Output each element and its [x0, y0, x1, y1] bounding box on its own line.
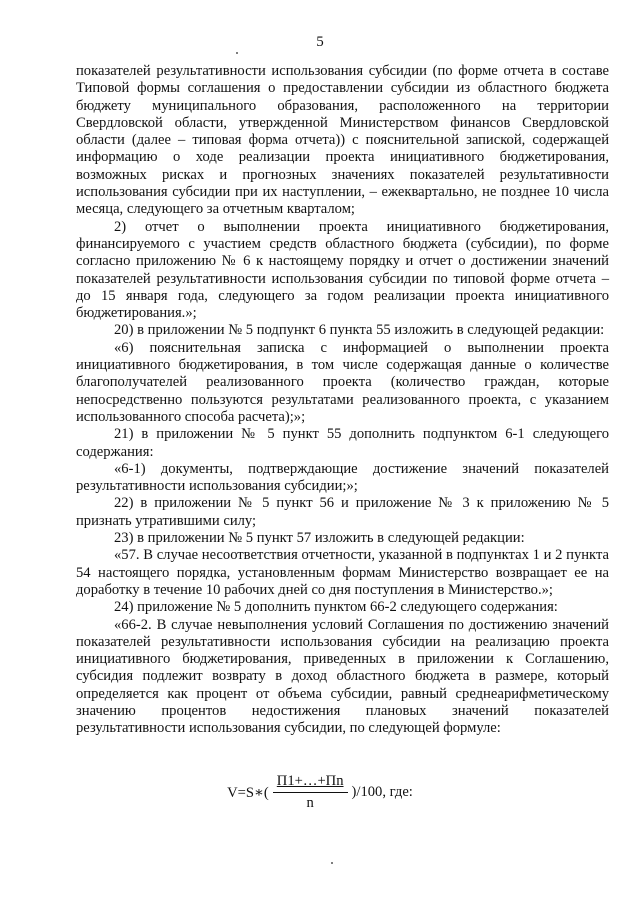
- formula-fraction: [273, 773, 348, 812]
- formula-numerator: П1+…+Пn: [273, 773, 348, 793]
- paragraph: «57. В случае несоответствия отчетности, указанной в подпунктах 1 и 2 пункта 54 настоящего порядка, установленным формам Министерство возвращает ее на доработку в течение 10 рабочих дней со дня поступления в Министерство.»;: [76, 547, 609, 598]
- scan-speck: [331, 862, 333, 864]
- formula: [0, 773, 640, 812]
- formula-denominator: n: [306, 795, 314, 811]
- paragraph: 22) в приложении № 5 пункт 56 и приложение № 3 к приложению № 5 признать утратившими силу;: [76, 495, 609, 529]
- paragraph: 2) отчет о выполнении проекта инициативного бюджетирования, финансируемого с участием средств областного бюджета (субсидии), по форме согласно приложению № 6 к настоящему порядку и отчет о достижении значений показателей результативности использования субсидии по типовой форме отчета – до 15 января года, следующего за годом реализации проекта инициативного бюджетирования.»;: [76, 218, 609, 322]
- paragraph: «6-1) документы, подтверждающие достижение значений показателей результативности использования субсидии;»;: [76, 460, 609, 495]
- paragraph: 20) в приложении № 5 подпункт 6 пункта 55 изложить в следующей редакции:: [114, 322, 605, 339]
- page-number: 5: [316, 34, 324, 50]
- paragraph: «6) пояснительная записка с информацией о выполнении проекта инициативного бюджетирования, в том числе содержащая данные о количестве благополучателей реализованного проекта (количество граждан, которые непосредственно пользуются результатами реализованного проекта, с указанием использованного способа расчета);»;: [76, 339, 609, 425]
- paragraph: 24) приложение № 5 дополнить пунктом 66-2 следующего содержания:: [114, 599, 558, 616]
- paragraph: 23) в приложении № 5 пункт 57 изложить в следующей редакции:: [114, 530, 525, 547]
- paragraph: 21) в приложении № 5 пункт 55 дополнить подпунктом 6-1 следующего содержания:: [76, 426, 609, 460]
- paragraph: показателей результативности использования субсидии (по форме отчета в составе Типовой формы соглашения о предоставлении субсидии из областного бюджета бюджету муниципального образования, расположенного на территории Свердловской области, утвержденной Министерством финансов Свердловской области (далее – типовая форма отчета)) с пояснительной запиской, содержащей информацию о ходе реализации проекта инициативного бюджетирования, возможных рисках и прогнозных значениях показателей результативности использования субсидии при их наступлении, – ежеквартально, не позднее 10 числа месяца, следующего за отчетным кварталом;: [76, 63, 609, 218]
- scan-speck: [236, 52, 238, 54]
- formula-suffix: )/100, где:: [351, 784, 413, 800]
- document-body: [76, 63, 609, 738]
- paragraph: «66-2. В случае невыполнения условий Соглашения по достижению значений показателей результативности использования субсидии на реализацию проекта инициативного бюджетирования, приведенных в приложении к Соглашению, субсидия подлежит возврату в доход областного бюджета в размере, который определяется как процент от объема субсидии, равный среднеарифметическому значению процентов недостижения плановых значений показателей результативности использования субсидии, по следующей формуле:: [76, 616, 609, 737]
- formula-prefix: V=S∗(: [227, 784, 269, 801]
